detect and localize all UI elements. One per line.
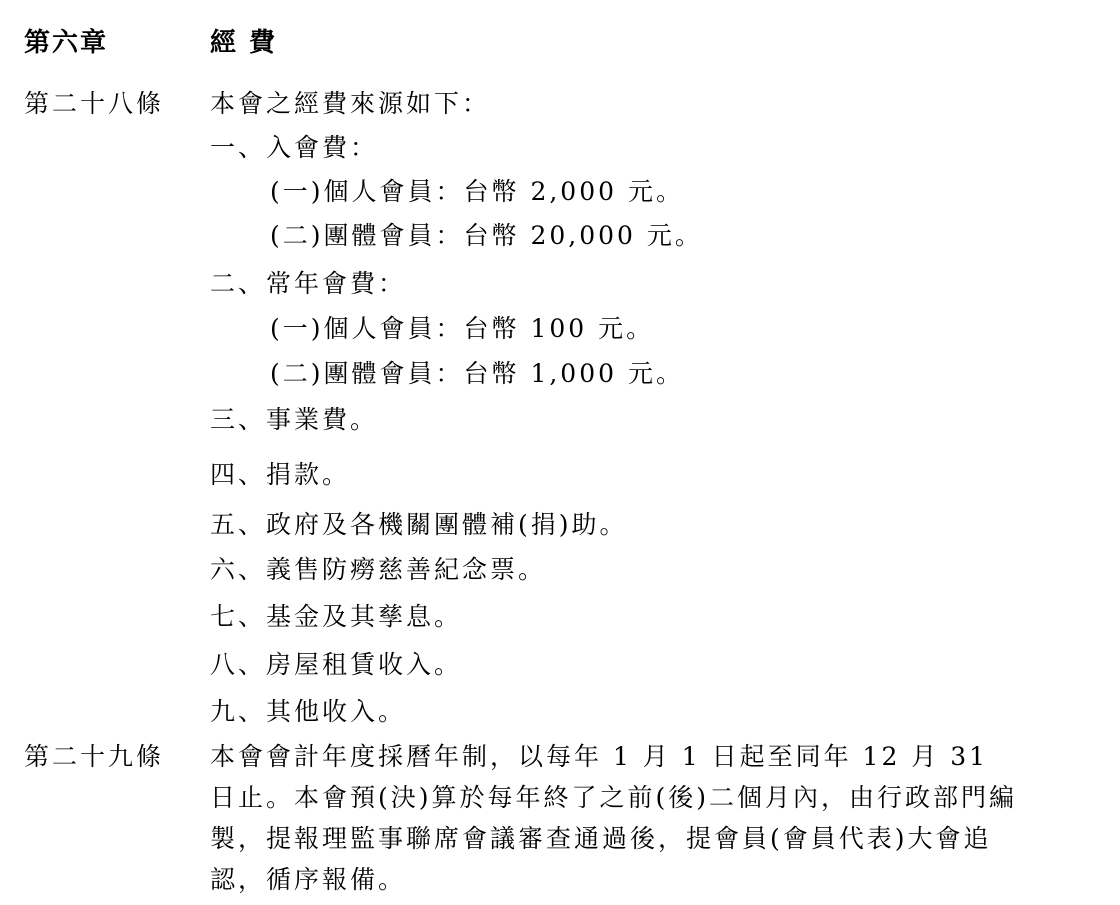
chapter-title: 經 費 — [210, 28, 278, 58]
article-29-line: 日止。本會預(決)算於每年終了之前(後)二個月內，由行政部門編 — [210, 783, 1018, 812]
article-28-label: 第二十八條 — [24, 89, 165, 118]
list-item: 六、義售防癆慈善紀念票。 — [210, 555, 547, 584]
article-29-label: 第二十九條 — [24, 742, 165, 771]
list-item: 五、政府及各機關團體補(捐)助。 — [210, 510, 628, 539]
list-item: 七、基金及其孳息。 — [210, 602, 463, 631]
list-item: 八、房屋租賃收入。 — [210, 650, 463, 679]
list-subitem: (一)個人會員：台幣 100 元。 — [270, 314, 655, 343]
list-item: 四、捐款。 — [210, 460, 351, 489]
list-subitem: (二)團體會員：台幣 1,000 元。 — [270, 359, 684, 388]
list-item: 九、其他收入。 — [210, 697, 407, 726]
list-item: 二、常年會費： — [210, 269, 407, 298]
list-subitem: (一)個人會員：台幣 2,000 元。 — [270, 177, 684, 206]
article-28-intro: 本會之經費來源如下： — [210, 89, 491, 118]
article-29-line: 本會會計年度採曆年制，以每年 1 月 1 日起至同年 12 月 31 — [210, 742, 989, 771]
article-29-line: 製，提報理監事聯席會議審查通過後，提會員(會員代表)大會追 — [210, 824, 992, 853]
article-29-line: 認，循序報備。 — [210, 865, 407, 894]
list-subitem: (二)團體會員：台幣 20,000 元。 — [270, 221, 703, 250]
list-item: 三、事業費。 — [210, 405, 379, 434]
chapter-number: 第六章 — [24, 28, 109, 58]
list-item: 一、入會費： — [210, 133, 379, 162]
